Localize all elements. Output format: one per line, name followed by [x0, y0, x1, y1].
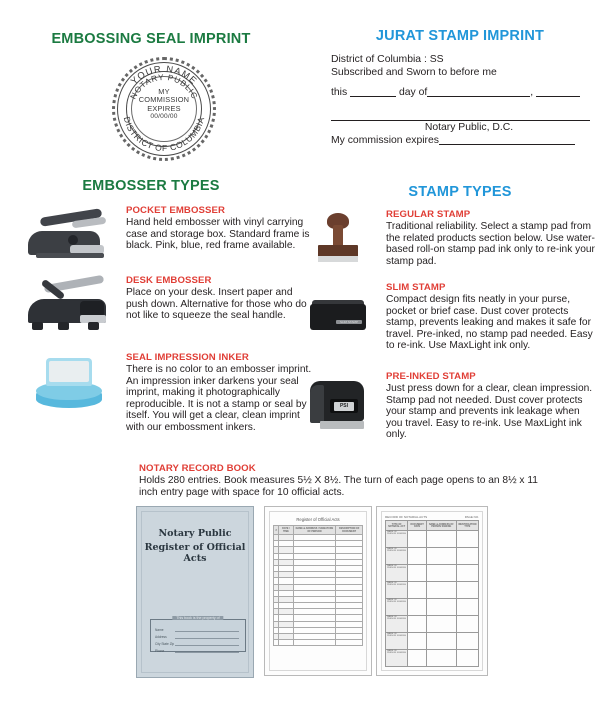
jurat-commission-expires: [331, 134, 593, 147]
record-book-right-page: [376, 506, 488, 676]
table-row: [274, 640, 363, 646]
slim-stamp-body: Compact design fits neatly in your purse, pocket or brief case. Dust cover protects stamp, prevents leaking and makes it safe for travel. Pre-inked, no stamp pad needed. Easy to re-ink. Use MaxLight ink only.: [386, 294, 593, 352]
record-book-left-page: [264, 506, 372, 676]
jurat-stamp-block: [331, 54, 593, 147]
svg-text:DISTRICT OF COLUMBIA: DISTRICT OF COLUMBIA: [121, 115, 207, 154]
cover-field-address: Address: [155, 635, 167, 639]
jurat-line-1: District of Columbia : SS: [331, 54, 444, 65]
slim-stamp-brand-label: SLIM STAMP: [336, 320, 362, 324]
notary-seal-imprint: [110, 54, 218, 164]
regular-stamp-text: [386, 209, 598, 267]
pre-inked-stamp-body: Just press down for a clear, clean impression. Stamp pad not needed. Dust cover protects your stamp and prevents ink leakage when you travel. Easy to re-ink. Use MaxLight ink only.: [386, 383, 593, 441]
left-page-col-0: #: [274, 526, 279, 535]
cover-title-line-2: Register of Official Acts: [144, 542, 246, 564]
seal-impression-inker-title: SEAL IMPRESSION INKER: [126, 352, 249, 363]
psi-brand-label: PSI: [334, 402, 354, 411]
jurat-blank-expires: [439, 134, 575, 145]
jurat-blank-month: [427, 86, 530, 97]
pre-inked-stamp-text: [386, 371, 598, 441]
jurat-notary-public-label: Notary Public, D.C.: [424, 121, 514, 133]
right-page-col-3: IDENTIFICATION TYPE: [456, 521, 478, 531]
seal-center-text: [131, 88, 197, 122]
svg-text:NOTARY PUBLIC: NOTARY PUBLIC: [128, 72, 200, 101]
table-row: NAME OF PERSON SIGNING: [386, 531, 479, 548]
cover-field-city-state-zip: City State Zip: [155, 642, 175, 646]
left-page-col-2: NAME & ADDRESS / SIGNATURE OF PERSON: [293, 526, 336, 535]
jurat-day-of: day of: [398, 87, 428, 99]
table-row: NAME OF PERSON SIGNING: [386, 599, 479, 616]
left-page-table: [273, 525, 363, 646]
jurat-blank-day: [350, 86, 396, 97]
regular-stamp-icon: [300, 209, 376, 271]
right-page-header: [385, 515, 479, 519]
cover-field-name: Name: [155, 628, 164, 632]
slim-stamp-text: [386, 282, 598, 352]
cover-field-phone: Phone: [155, 649, 165, 653]
pocket-embosser-title: POCKET EMBOSSER: [126, 205, 226, 216]
left-page-col-1: DATE / TIME: [279, 526, 293, 535]
notary-record-book-images: [136, 506, 488, 678]
slim-stamp-icon: [300, 282, 376, 344]
pocket-embosser-body: Hand held embosser with vinyl carrying case and storage box. Standard frame is black. Pink, blue, red frame available.: [126, 217, 310, 252]
record-book-cover: [136, 506, 254, 678]
left-page-col-3: DESCRIPTION OF DOCUMENT: [336, 526, 363, 535]
pocket-embosser-text: [126, 205, 312, 252]
seal-my: MY: [158, 87, 170, 96]
jurat-blank-year: [536, 86, 580, 97]
table-row: NAME OF PERSON SIGNING: [386, 582, 479, 599]
regular-stamp-title: REGULAR STAMP: [386, 209, 471, 220]
seal-impression-inker-body: There is no color to an embosser imprint. An impression inker darkens your seal imprint, making it photographically reproducible. It is not a stamp or seal by itself. You will get a clear, clean imprint with our embossment inkers.: [126, 364, 312, 433]
cover-title-line-1: Notary Public: [158, 528, 232, 539]
table-row: NAME OF PERSON SIGNING: [386, 633, 479, 650]
right-page-header-right: PAGE NO.: [464, 515, 479, 519]
left-page-title: Register of Official Acts: [296, 517, 340, 522]
right-page-header-left: RECORD OF NOTARIAL ACTS: [385, 515, 428, 519]
jurat-stamp-imprint-title: JURAT STAMP IMPRINT: [375, 28, 545, 44]
seal-impression-inker-icon: [22, 352, 118, 414]
seal-impression-inker-text: [126, 352, 312, 434]
jurat-line-2: Subscribed and Sworn to before me: [331, 66, 497, 78]
jurat-this: this: [331, 87, 348, 99]
seal-date: 00/00/00: [150, 113, 178, 121]
desk-embosser-title: DESK EMBOSSER: [126, 275, 212, 286]
desk-embosser-body: Place on your desk. Insert paper and push down. Alternative for those who do not like to squeeze the seal handle.: [126, 287, 307, 322]
pre-inked-stamp-title: PRE-INKED STAMP: [386, 371, 476, 382]
embosser-types-title: EMBOSSER TYPES: [82, 178, 220, 194]
table-row: NAME OF PERSON SIGNING: [386, 565, 479, 582]
jurat-commission-label: My commission expires: [331, 134, 439, 146]
right-page-table: [385, 520, 479, 667]
svg-text:YOUR NAME: YOUR NAME: [128, 62, 200, 87]
jurat-line-3: [331, 86, 593, 100]
stamp-types-title: STAMP TYPES: [408, 184, 512, 200]
cover-owner-box-title: This book is the property of: [172, 616, 223, 620]
right-page-col-1: DOCUMENT DATE: [408, 521, 427, 531]
slim-stamp-title: SLIM STAMP: [386, 282, 446, 293]
seal-expires: EXPIRES: [147, 103, 181, 113]
cover-owner-box: [150, 616, 246, 653]
right-page-col-0: TYPE OF NOTARIAL ACT: [386, 521, 408, 531]
desk-embosser-text: [126, 275, 312, 322]
notary-record-book-text: [139, 463, 539, 498]
desk-embosser-icon: [22, 275, 118, 341]
jurat-comma: ,: [530, 87, 534, 99]
notary-record-book-title: NOTARY RECORD BOOK: [139, 463, 256, 474]
seal-commission: COMMISSION: [138, 95, 190, 105]
table-row: NAME OF PERSON SIGNING: [386, 548, 479, 565]
regular-stamp-body: Traditional reliability. Select a stamp pad from the related products section below. Use water-based roll-on stamp pad ink only to re-ink your stamp pad.: [386, 221, 595, 267]
table-row: NAME OF PERSON SIGNING: [386, 650, 479, 667]
embossing-seal-imprint-title: EMBOSSING SEAL IMPRINT: [51, 31, 251, 47]
pre-inked-stamp-icon: [300, 371, 376, 437]
notary-record-book-body: Holds 280 entries. Book measures 5½ X 8½. The turn of each page opens to an 8½ x 11 inch entry page with space for 10 official acts.: [139, 475, 538, 498]
right-page-col-2: NAME & ADDRESS OF PERSON SIGNING: [426, 521, 456, 531]
pocket-embosser-icon: [22, 205, 118, 267]
table-row: NAME OF PERSON SIGNING: [386, 616, 479, 633]
